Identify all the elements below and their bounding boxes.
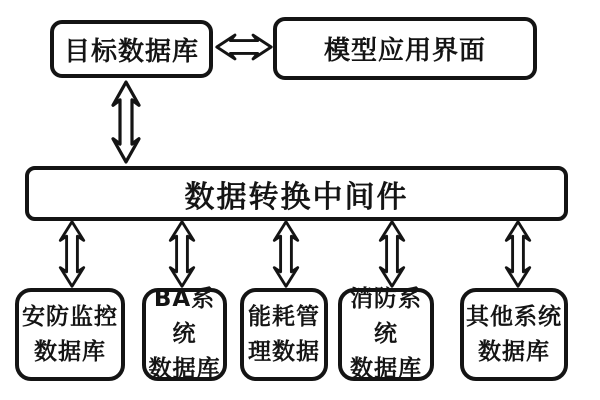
node-label-line: 数据库 bbox=[148, 356, 221, 382]
vertical-double-arrow-icon bbox=[500, 220, 536, 288]
node-data-conversion-middleware-label: 数据转换中间件 bbox=[184, 179, 409, 215]
node-target-database bbox=[50, 20, 213, 78]
node-label-line: 数据库 bbox=[34, 338, 106, 365]
node-label-line: 数据库 bbox=[350, 356, 422, 382]
node-data-conversion-middleware bbox=[25, 166, 568, 221]
node-label-line: 能耗管 bbox=[248, 303, 320, 330]
node-other-system-database bbox=[460, 288, 568, 381]
vertical-double-arrow-icon bbox=[106, 80, 146, 164]
node-label-line: BA系统 bbox=[153, 286, 216, 347]
vertical-double-arrow-icon bbox=[164, 220, 200, 288]
vertical-double-arrow-icon bbox=[374, 220, 410, 288]
node-energy-management-data bbox=[240, 288, 328, 381]
node-label-line: 安防监控 bbox=[22, 303, 118, 330]
node-label-line: 其他系统 bbox=[466, 303, 562, 330]
node-label-line: 消防系统 bbox=[350, 286, 422, 347]
node-target-database-label: 目标数据库 bbox=[63, 36, 199, 67]
node-fire-system-database bbox=[338, 288, 434, 381]
vertical-double-arrow-icon bbox=[268, 220, 304, 288]
horizontal-double-arrow-icon bbox=[215, 25, 273, 69]
node-label-line: 理数据 bbox=[248, 338, 320, 365]
node-ba-system-database bbox=[142, 288, 227, 381]
node-model-application-interface-label: 模型应用界面 bbox=[323, 36, 486, 66]
node-model-application-interface bbox=[273, 17, 537, 80]
vertical-double-arrow-icon bbox=[54, 220, 90, 288]
node-security-monitoring-database bbox=[15, 288, 125, 381]
node-label-line: 数据库 bbox=[478, 338, 550, 365]
